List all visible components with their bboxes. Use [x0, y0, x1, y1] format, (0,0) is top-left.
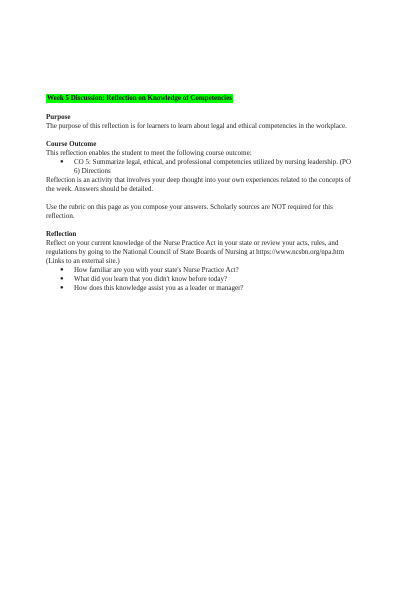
list-item-text: CO 5: Summarize legal, ethical, and professional competencies utilized by nursing leadership. (PO 6) Directions [74, 158, 352, 175]
list-item [60, 284, 354, 293]
bullet-icon: ● [60, 276, 64, 282]
list-item [60, 266, 354, 275]
list-item [60, 158, 354, 176]
spacer [46, 131, 354, 140]
list-item-text: What did you learn that you didn't know before today? [74, 275, 228, 283]
course-outcome-section [46, 140, 354, 221]
bullet-icon: ● [60, 285, 64, 291]
list-item [60, 275, 354, 284]
reflection-heading: Reflection [46, 230, 77, 238]
spacer [46, 194, 354, 203]
purpose-heading: Purpose [46, 113, 71, 121]
document-title: Week 5 Discussion: Reflection on Knowledge of Competencies [47, 94, 232, 102]
reflection-questions-list [46, 266, 354, 293]
bullet-icon: ● [60, 159, 64, 165]
course-outcome-intro: This reflection enables the student to meet the following course outcome: [46, 149, 252, 157]
bullet-icon: ● [60, 267, 64, 273]
list-item-text: How does this knowledge assist you as a leader or manager? [74, 284, 244, 292]
course-outcome-list [46, 158, 354, 176]
course-outcome-heading: Course Outcome [46, 140, 97, 148]
reflection-description: Reflection is an activity that involves your deep thought into your own experiences related to the concepts of the week. Answers should be detailed. [46, 176, 351, 193]
reflection-text: Reflect on your current knowledge of the Nurse Practice Act in your state or review your acts, rules, and regulations by going to the National Council of State Boards of Nursing at https://www.ncsbn.org/npa.htm (Links to an external site.) [46, 239, 345, 265]
purpose-text: The purpose of this reflection is for learners to learn about legal and ethical competencies in the workplace. [46, 122, 347, 130]
rubric-note: Use the rubric on this page as you compose your answers. Scholarly sources are NOT required for this reflection. [46, 203, 333, 220]
reflection-section [46, 230, 354, 293]
purpose-section [46, 113, 354, 131]
list-item-text: How familiar are you with your state's Nurse Practice Act? [74, 266, 239, 274]
spacer [46, 221, 354, 230]
